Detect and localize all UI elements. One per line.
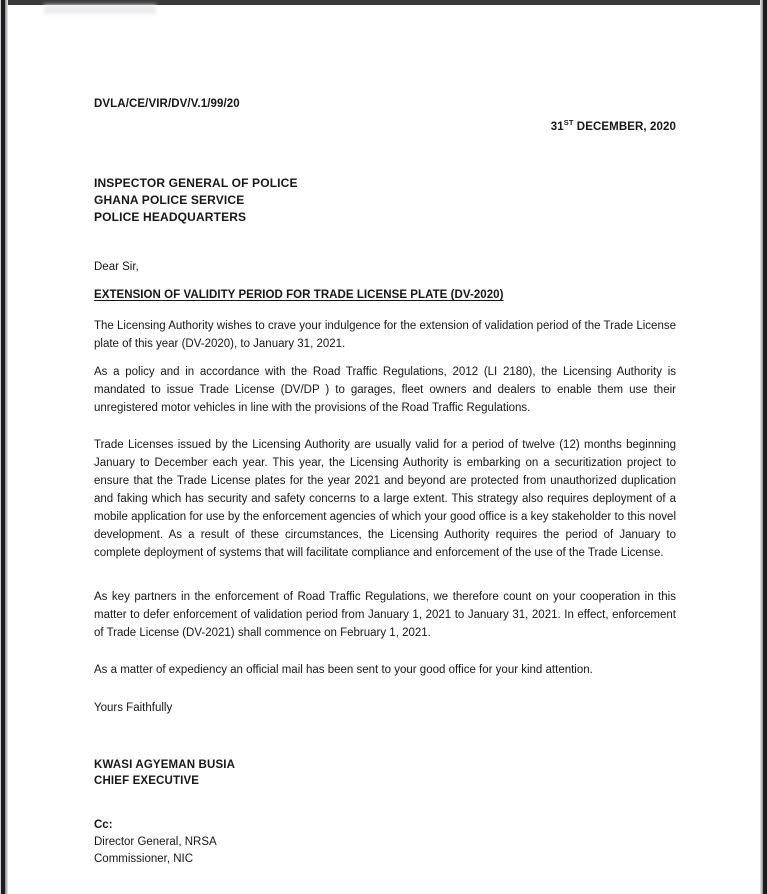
body-paragraph-3: Trade Licenses issued by the Licensing Authority are usually valid for a period of twelve (12) months beginning January to December each year. This year, the Licensing Authority is embarking on a securitization project to ensure that the Trade License plates for the year 2021 and beyond are protected from unauthorized duplication and faking which has security and safety concerns to a large extent. This strategy also requires deployment of a mobile application for use by the enforcement agencies of which your good office is a key stakeholder to this novel development. As a result of these circumstances, the Licensing Authority requires the period of January to complete deployment of systems that will facilitate compliance and enforcement of the use of the Trade License. (94, 439, 676, 559)
document-page-surface (8, 5, 760, 894)
addressee-line-3: POLICE HEADQUARTERS (94, 210, 247, 224)
document-date (550, 118, 676, 133)
signatory-name: KWASI AGYEMAN BUSIA (94, 759, 236, 771)
signature-block (94, 757, 235, 789)
date-ordinal-suffix: ST (563, 118, 574, 128)
body-paragraph-2: As a policy and in accordance with the Road Traffic Regulations, 2012 (LI 2180), the Licensing Authority is mandated to issue Trade License (DV/DP ) to garages, fleet owners and dealers to enable them use their unregistered motor vehicles in line with the provisions of the Road Traffic Regulations. (94, 366, 676, 414)
cc-recipient-1: Director General, NRSA (94, 836, 217, 848)
scan-edge-right-shadow (760, 0, 763, 894)
reference-number: DVLA/CE/VIR/DV/V.1/99/20 (94, 98, 240, 110)
body-paragraph-5: As a matter of expediency an official mail has been sent to your good office for your kind attention. (94, 664, 593, 676)
scan-edge-left-shadow (5, 0, 8, 894)
cc-label: Cc: (94, 819, 113, 831)
cc-recipient-2: Commissioner, NIC (94, 853, 194, 865)
signatory-title: CHIEF EXECUTIVE (94, 775, 200, 787)
scan-smudge-artifact (44, 5, 156, 14)
addressee-block (94, 175, 298, 226)
closing-salutation: Yours Faithfully (94, 702, 173, 714)
body-paragraph-4: As key partners in the enforcement of Road Traffic Regulations, we therefore count on your cooperation in this matter to defer enforcement of validation period from January 1, 2021 to January 31, 2021. In effect, enforcement of Trade License (DV-2021) shall commence on February 1, 2021. (94, 591, 676, 639)
subject-heading: EXTENSION OF VALIDITY PERIOD FOR TRADE LICENSE PLATE (DV-2020) (94, 289, 504, 301)
date-month-year: DECEMBER, 2020 (573, 121, 676, 133)
body-paragraph-1: The Licensing Authority wishes to crave your indulgence for the extension of validation period of the Trade License plate of this year (DV-2020), to January 31, 2021. (94, 320, 676, 350)
addressee-line-1: INSPECTOR GENERAL OF POLICE (94, 176, 298, 190)
addressee-line-2: GHANA POLICE SERVICE (94, 193, 245, 207)
scan-edge-right (763, 0, 767, 894)
date-day: 31 (550, 121, 564, 133)
carbon-copy-block (94, 817, 217, 868)
salutation: Dear Sir, (94, 261, 139, 273)
